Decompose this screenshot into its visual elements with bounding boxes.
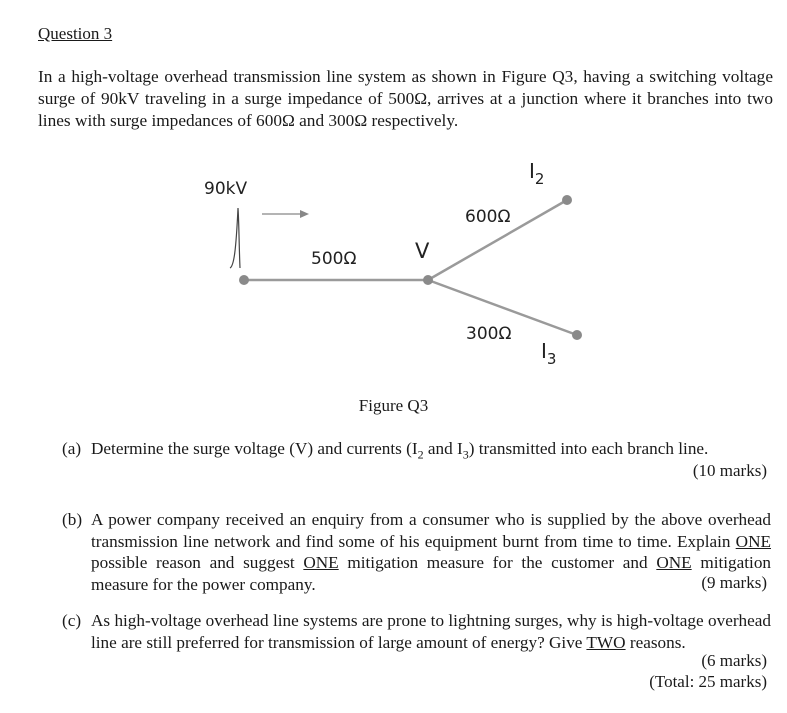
part-b-marks: (9 marks) bbox=[701, 573, 767, 592]
node-line3-end bbox=[572, 330, 582, 340]
impedance-300-label: 300Ω bbox=[466, 324, 512, 344]
impedance-500-label: 500Ω bbox=[311, 249, 357, 269]
junction-voltage-label: V bbox=[415, 239, 430, 263]
part-c-marks: (6 marks) bbox=[701, 651, 767, 670]
surge-waveform-icon bbox=[230, 208, 240, 268]
part-c-label: (c) bbox=[62, 611, 82, 630]
node-line2-end bbox=[562, 195, 572, 205]
question-intro: In a high-voltage overhead transmission line system as shown in Figure Q3, having a switching voltage surge of 90kV traveling in a surge impedance of 500Ω, arrives at a junction where it branches into two lines with surge impedances of 600Ω and 300Ω respectively. bbox=[38, 67, 773, 130]
part-b-text: A power company received an enquiry from a consumer who is supplied by the above overhead transmission line network and find some of his equipment burnt from time to time. Explain ONE possible reason and suggest ONE mitigation measure for the customer and ONE mitigation measure for the power company. bbox=[91, 510, 772, 594]
question-title: Question 3 bbox=[38, 24, 113, 43]
total-marks: (Total: 25 marks) bbox=[649, 672, 767, 691]
part-b-label: (b) bbox=[62, 510, 83, 529]
impedance-600-label: 600Ω bbox=[465, 207, 511, 227]
part-a-text: Determine the surge voltage (V) and currents ($I_2$ and $I_3$) transmitted into each branch line. bbox=[91, 439, 709, 462]
figure-q3 bbox=[0, 150, 787, 400]
part-c bbox=[62, 610, 773, 660]
node-source bbox=[239, 275, 249, 285]
part-b bbox=[62, 509, 773, 599]
part-a bbox=[62, 438, 773, 482]
current-i2-label: $I_2$ bbox=[529, 159, 545, 188]
part-a-label: (a) bbox=[62, 439, 82, 458]
surge-voltage-label: 90kV bbox=[204, 179, 248, 199]
figure-caption: Figure Q3 bbox=[358, 396, 429, 415]
part-a-marks: (10 marks) bbox=[692, 461, 767, 480]
current-i3-label: $I_3$ bbox=[541, 339, 557, 368]
part-c-text: As high-voltage overhead line systems are prone to lightning surges, why is high-voltage overhead line are still preferred for transmission of large amount of energy? Give TWO reasons. bbox=[91, 611, 771, 652]
node-junction bbox=[423, 275, 433, 285]
